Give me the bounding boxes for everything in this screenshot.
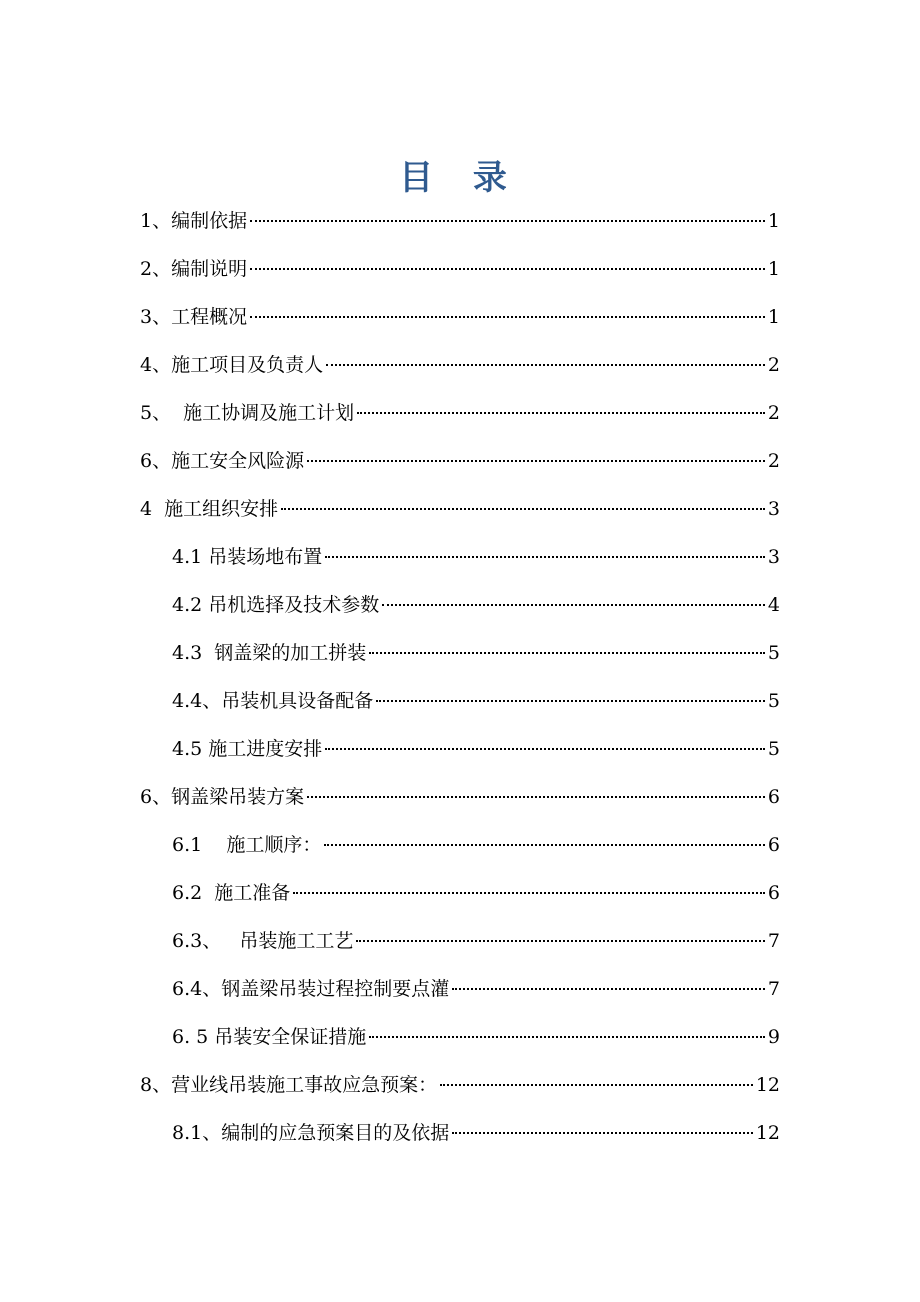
toc-entry-label: 4.4、吊装机具设备配备 [172, 690, 374, 712]
toc-entry[interactable] [172, 974, 780, 1004]
toc-entry-page: 1 [767, 306, 780, 328]
toc-entry-page: 2 [767, 354, 780, 376]
toc-entry-label: 5、 施工协调及施工计划 [140, 402, 355, 424]
toc-leader-dots [250, 268, 765, 270]
toc-entry-label: 8、营业线吊装施工事故应急预案： [140, 1074, 438, 1096]
toc-entry[interactable] [140, 398, 780, 428]
toc-entry[interactable] [140, 302, 780, 332]
toc-entry-page: 7 [767, 930, 780, 952]
toc-entry-page: 5 [767, 738, 780, 760]
toc-entry-label: 3、工程概况 [140, 306, 248, 328]
toc-entry-label: 4.2 吊机选择及技术参数 [172, 594, 380, 616]
toc-leader-dots [440, 1084, 753, 1086]
toc-leader-dots [325, 748, 765, 750]
toc-entry[interactable] [172, 830, 780, 860]
toc-entry[interactable] [172, 542, 780, 572]
toc-leader-dots [293, 892, 765, 894]
toc-entry-page: 9 [767, 1026, 780, 1048]
toc-entry-label: 4.5 施工进度安排 [172, 738, 323, 760]
toc-entry-page: 3 [767, 498, 780, 520]
toc-leader-dots [356, 940, 765, 942]
toc-entry[interactable] [172, 926, 780, 956]
toc-entry[interactable] [172, 1022, 780, 1052]
toc-entry[interactable] [172, 1118, 780, 1148]
toc-entry-label: 6、钢盖梁吊装方案 [140, 786, 305, 808]
toc-entry[interactable] [140, 206, 780, 236]
toc-leader-dots [326, 364, 765, 366]
toc-leader-dots [325, 556, 765, 558]
toc-entry-label: 6. 5 吊装安全保证措施 [172, 1026, 367, 1048]
toc-entry-page: 6 [767, 882, 780, 904]
toc-leader-dots [250, 220, 765, 222]
toc-leader-dots [369, 652, 765, 654]
toc-entry[interactable] [140, 782, 780, 812]
toc-entry[interactable] [172, 878, 780, 908]
toc-entry[interactable] [140, 494, 780, 524]
toc-entry[interactable] [140, 446, 780, 476]
toc-leader-dots [382, 604, 765, 606]
toc-entry[interactable] [140, 254, 780, 284]
toc-entry-page: 5 [767, 642, 780, 664]
toc-leader-dots [307, 796, 765, 798]
toc-entry-page: 12 [755, 1122, 780, 1144]
toc-entry-label: 4、施工项目及负责人 [140, 354, 324, 376]
toc-entry[interactable] [172, 734, 780, 764]
toc-entry-page: 6 [767, 834, 780, 856]
toc-entry-page: 3 [767, 546, 780, 568]
toc-entry-page: 1 [767, 210, 780, 232]
toc-leader-dots [376, 700, 765, 702]
toc-entry-label: 1、编制依据 [140, 210, 248, 232]
toc-leader-dots [452, 1132, 753, 1134]
toc-entry-label: 6.1 施工顺序： [172, 834, 322, 856]
toc-leader-dots [452, 988, 765, 990]
toc-entry-label: 6、施工安全风险源 [140, 450, 305, 472]
toc-leader-dots [369, 1036, 765, 1038]
toc-entry[interactable] [140, 350, 780, 380]
toc-entry-page: 7 [767, 978, 780, 1000]
toc-entry-label: 4.3 钢盖梁的加工拼装 [172, 642, 367, 664]
toc-entry-page: 6 [767, 786, 780, 808]
toc-entry-page: 2 [767, 402, 780, 424]
toc-leader-dots [250, 316, 765, 318]
toc-entry-label: 6.4、钢盖梁吊装过程控制要点灌 [172, 978, 450, 1000]
toc-entry-label: 6.3、 吊装施工工艺 [172, 930, 354, 952]
toc-title: 目 录 [399, 158, 521, 198]
toc-leader-dots [357, 412, 765, 414]
toc-entry-page: 5 [767, 690, 780, 712]
toc-leader-dots [281, 508, 765, 510]
toc-entry-page: 1 [767, 258, 780, 280]
toc-entry[interactable] [172, 686, 780, 716]
toc-leader-dots [324, 844, 765, 846]
toc-entry-label: 8.1、编制的应急预案目的及依据 [172, 1122, 450, 1144]
toc-entry-label: 4.1 吊装场地布置 [172, 546, 323, 568]
toc-entry-page: 12 [755, 1074, 780, 1096]
toc-entry-label: 6.2 施工准备 [172, 882, 291, 904]
toc-leader-dots [307, 460, 765, 462]
toc-entry-label: 4 施工组织安排 [140, 498, 279, 520]
toc-entry[interactable] [172, 590, 780, 620]
toc-entry[interactable] [140, 1070, 780, 1100]
toc-entry[interactable] [172, 638, 780, 668]
toc-entry-page: 4 [767, 594, 780, 616]
toc-entry-label: 2、编制说明 [140, 258, 248, 280]
toc-entry-page: 2 [767, 450, 780, 472]
